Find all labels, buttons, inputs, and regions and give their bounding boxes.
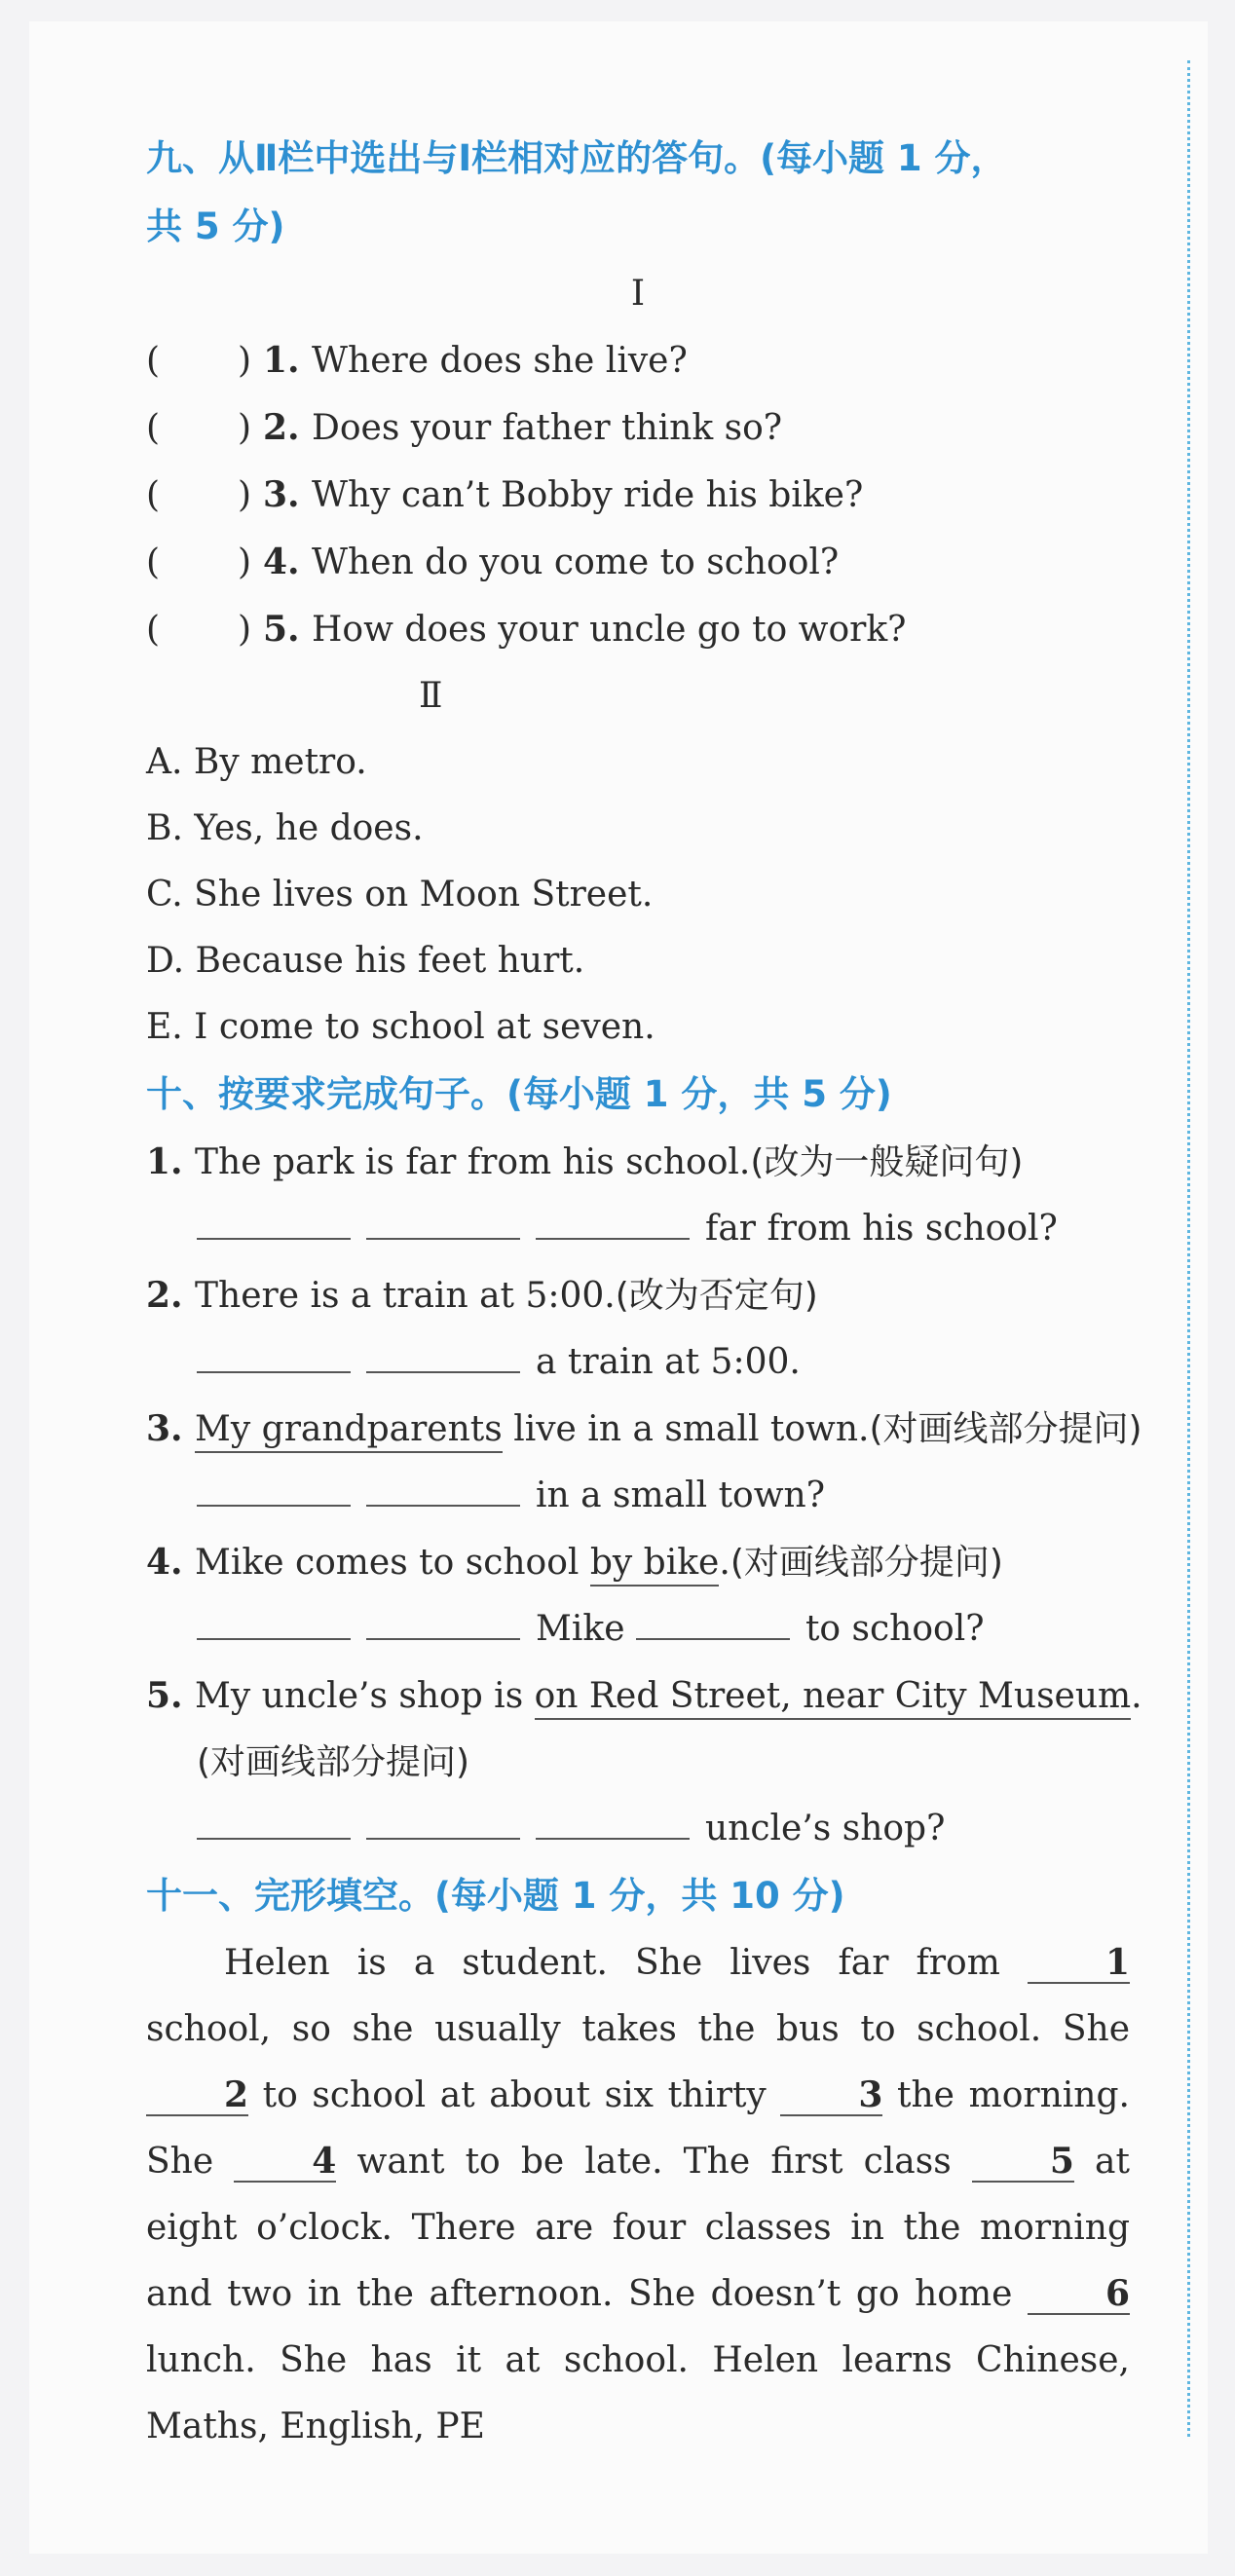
question-row — [146, 596, 1130, 663]
question-number: 3. — [263, 474, 300, 515]
sentence-text-end: . — [1131, 1676, 1142, 1716]
bracket-open: ( — [146, 542, 161, 582]
bracket-close: ) — [238, 408, 252, 448]
passage-text: the morning. She — [146, 2075, 1130, 2182]
section-9-title — [146, 125, 1130, 261]
sentence-list — [146, 1129, 1142, 1862]
sentence-text: My uncle’s shop is — [195, 1676, 535, 1716]
question-text: Where does she live? — [312, 341, 688, 381]
answer-bracket[interactable] — [146, 328, 253, 394]
answer-blank[interactable] — [536, 1809, 690, 1840]
bracket-close: ) — [238, 341, 252, 381]
underlined-part: on Red Street, near City Museum — [535, 1676, 1132, 1720]
bracket-open: ( — [146, 341, 161, 381]
sentence-text-end: live in a small town. — [502, 1409, 870, 1449]
instruction-note: (对画线部分提问) — [197, 1742, 470, 1782]
passage-text: Helen is a student. She lives far from — [224, 1943, 1028, 1983]
answer-blank[interactable] — [197, 1342, 351, 1373]
answer-blank[interactable] — [197, 1809, 351, 1840]
passage-text: want to be late. The first class — [336, 2142, 972, 2182]
answer-blank[interactable] — [197, 1609, 351, 1640]
passage-text: to school at about six thirty — [248, 2075, 781, 2115]
sentence-text: There is a train at 5:00. — [195, 1276, 616, 1316]
answer-blank[interactable] — [366, 1475, 520, 1507]
question-text: How does your uncle go to work? — [312, 610, 907, 650]
sentence-prompt — [146, 1529, 1130, 1596]
answer-tail-text: uncle’s shop? — [705, 1809, 946, 1848]
question-row — [146, 462, 1130, 529]
answer-line — [146, 1463, 1130, 1529]
answer-line — [146, 1196, 1130, 1262]
column-2-heading: Ⅱ — [419, 676, 443, 716]
question-row — [146, 327, 1130, 394]
sentence-text: Mike comes to school — [195, 1543, 590, 1583]
answer-option: C. She lives on Moon Street. — [146, 875, 654, 915]
sentence-prompt — [146, 1129, 1130, 1196]
sentence-prompt — [146, 1662, 1142, 1730]
answer-line — [146, 1796, 1130, 1862]
cloze-passage — [146, 1930, 1130, 2460]
sentence-prompt — [146, 1396, 1142, 1463]
item-number: 4. — [146, 1542, 183, 1583]
binding-dotted-line — [1187, 60, 1190, 2437]
question-list — [146, 327, 1130, 663]
answer-option: A. By metro. — [146, 742, 367, 782]
answer-list — [146, 729, 1130, 1061]
underlined-part: My grandparents — [195, 1409, 503, 1453]
item-number: 2. — [146, 1275, 183, 1316]
answer-blank[interactable] — [536, 1209, 690, 1240]
question-text: Does your father think so? — [312, 408, 783, 448]
answer-option: E. I come to school at seven. — [146, 1007, 655, 1047]
question-number: 5. — [263, 609, 300, 650]
answer-line — [146, 1596, 1130, 1662]
instruction-note: (对画线部分提问) — [869, 1409, 1142, 1449]
answer-blank[interactable] — [366, 1342, 520, 1373]
sentence-text-end: . — [719, 1543, 730, 1583]
answer-bracket[interactable] — [146, 530, 253, 596]
item-number: 1. — [146, 1141, 183, 1182]
bracket-open: ( — [146, 610, 161, 650]
bracket-close: ) — [238, 475, 252, 515]
cloze-blank[interactable]: 1 — [1028, 1943, 1130, 1984]
answer-text: Mike — [536, 1609, 625, 1649]
cloze-blank[interactable]: 6 — [1028, 2274, 1130, 2315]
answer-option: D. Because his feet hurt. — [146, 941, 585, 981]
bracket-open: ( — [146, 408, 161, 448]
question-text: When do you come to school? — [312, 542, 840, 582]
answer-blank[interactable] — [197, 1209, 351, 1240]
cloze-blank[interactable]: 4 — [234, 2142, 336, 2183]
passage-text: school, so she usually takes the bus to school. She — [146, 2009, 1130, 2049]
cloze-blank[interactable]: 3 — [780, 2075, 882, 2116]
section-9-title-line1: 九、从Ⅱ栏中选出与Ⅰ栏相对应的答句。(每小题 1 分， — [146, 137, 1007, 179]
worksheet-content — [146, 125, 1142, 2460]
item-number: 5. — [146, 1675, 183, 1716]
cloze-blank[interactable]: 5 — [972, 2142, 1074, 2183]
question-row — [146, 394, 1130, 462]
bracket-close: ) — [238, 542, 252, 582]
answer-tail-text: in a small town? — [536, 1475, 826, 1515]
answer-line — [146, 1329, 1130, 1396]
bracket-close: ) — [238, 610, 252, 650]
answer-blank[interactable] — [197, 1475, 351, 1507]
answer-bracket[interactable] — [146, 463, 253, 529]
section-11-title: 十一、完形填空。(每小题 1 分，共 10 分) — [146, 1875, 845, 1917]
passage-text: at eight o’clock. There are four classes in the morning and two in the afternoon. She doesn’t go home — [146, 2142, 1130, 2314]
sentence-prompt — [146, 1262, 1130, 1329]
question-number: 2. — [263, 407, 300, 448]
item-number: 3. — [146, 1408, 183, 1449]
section-9-title-line2: 共 5 分) — [146, 205, 285, 247]
instruction-note: (改为一般疑问句) — [750, 1142, 1024, 1182]
answer-blank[interactable] — [366, 1209, 520, 1240]
question-number: 4. — [263, 541, 300, 582]
question-row — [146, 529, 1130, 596]
answer-blank[interactable] — [366, 1809, 520, 1840]
passage-text: lunch. She has it at school. Helen learns Chinese, Maths, English, PE — [146, 2340, 1130, 2446]
answer-tail-text: a train at 5:00. — [536, 1342, 801, 1382]
question-number: 1. — [263, 340, 300, 381]
instruction-note: (对画线部分提问) — [730, 1543, 1003, 1583]
underlined-part: by bike — [590, 1543, 720, 1587]
answer-tail-text: to school? — [805, 1609, 985, 1649]
bracket-open: ( — [146, 475, 161, 515]
answer-tail-text: far from his school? — [705, 1209, 1058, 1249]
sentence-text: The park is far from his school. — [195, 1142, 751, 1182]
section-10-title: 十、按要求完成句子。(每小题 1 分，共 5 分) — [146, 1073, 892, 1115]
column-1-heading: Ⅰ — [630, 274, 646, 314]
cloze-blank[interactable]: 2 — [146, 2075, 248, 2116]
question-text: Why can’t Bobby ride his bike? — [312, 475, 864, 515]
answer-bracket[interactable] — [146, 395, 253, 462]
answer-option: B. Yes, he does. — [146, 808, 424, 848]
answer-blank[interactable] — [366, 1609, 520, 1640]
instruction-note: (改为否定句) — [615, 1276, 818, 1316]
answer-bracket[interactable] — [146, 597, 253, 663]
answer-blank[interactable] — [636, 1609, 790, 1640]
